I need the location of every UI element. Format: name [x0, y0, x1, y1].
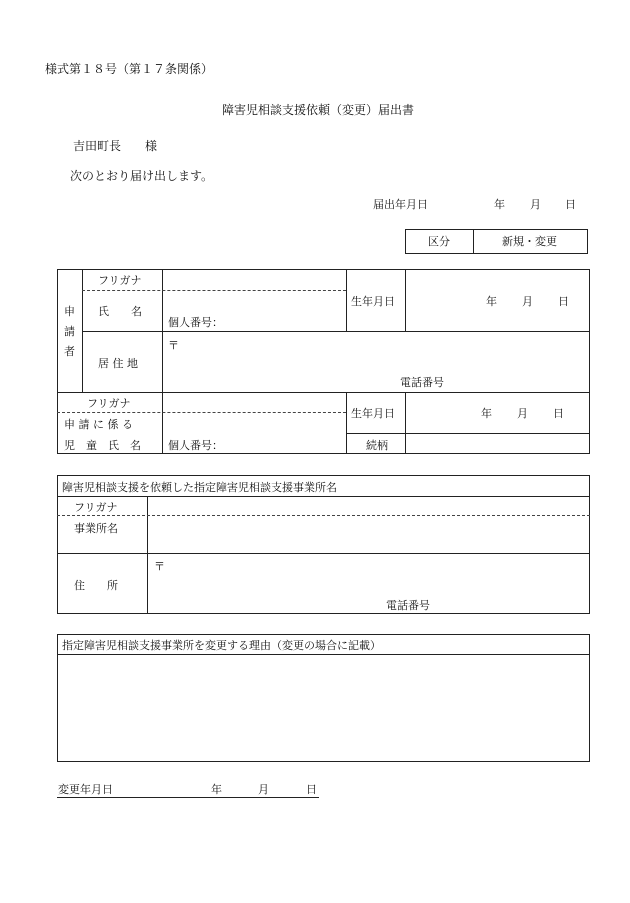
applicant-char-3: 者	[64, 345, 75, 358]
birth-divider-2	[405, 269, 406, 331]
child-birth-year[interactable]: 年	[481, 407, 492, 420]
office-header-line	[57, 496, 590, 497]
office-phone-label: 電話番号	[386, 599, 430, 612]
office-postal-mark: 〒	[154, 560, 165, 573]
applicant-char-1: 申	[64, 305, 75, 318]
child-name-label-1: 申 請 に 係 る	[64, 418, 133, 431]
applicant-birth-day[interactable]: 日	[558, 295, 569, 308]
office-name-label: 事業所名	[74, 522, 118, 535]
applicant-name-label: 氏 名	[98, 305, 142, 318]
category-divider	[473, 229, 474, 254]
applicant-birth-year[interactable]: 年	[486, 295, 497, 308]
reason-header: 指定障害児相談支援事業所を変更する理由（変更の場合に記載）	[62, 639, 381, 652]
birth-divider-3	[346, 392, 347, 454]
office-furigana-line	[57, 515, 590, 516]
office-header: 障害児相談支援を依頼した指定障害児相談支援事業所名	[62, 481, 337, 494]
applicant-birth-month[interactable]: 月	[522, 295, 533, 308]
applicant-birth-label: 生年月日	[351, 295, 395, 308]
submission-month[interactable]: 月	[530, 198, 541, 211]
change-day[interactable]: 日	[306, 783, 317, 796]
office-furigana-label: フリガナ	[74, 501, 118, 514]
applicant-personal-number-label: 個人番号：	[168, 316, 223, 329]
change-date-label: 変更年月日	[58, 783, 113, 796]
child-name-label-2: 児 童 氏 名	[64, 439, 141, 452]
category-label: 区分	[428, 235, 450, 248]
applicant-phone-label: 電話番号	[400, 376, 444, 389]
change-month[interactable]: 月	[258, 783, 269, 796]
applicant-furigana-line	[82, 290, 346, 291]
reason-header-line	[57, 654, 590, 655]
office-name-bottom-line	[57, 553, 590, 554]
child-birth-month[interactable]: 月	[517, 407, 528, 420]
submission-date-label: 届出年月日	[373, 198, 428, 211]
addressee: 吉田町長 様	[73, 139, 158, 153]
category-value[interactable]: 新規・変更	[502, 235, 557, 248]
child-relation-label: 続柄	[366, 439, 388, 452]
birth-divider-1	[346, 269, 347, 331]
intro-text: 次のとおり届け出します。	[70, 169, 214, 183]
office-label-divider	[147, 496, 148, 614]
child-birth-label: 生年月日	[351, 407, 395, 420]
applicant-furigana-label: フリガナ	[98, 274, 142, 287]
child-furigana-label: フリガナ	[87, 397, 131, 410]
office-address-label: 住 所	[74, 579, 118, 592]
child-birth-day[interactable]: 日	[553, 407, 564, 420]
label-column-divider	[162, 269, 163, 454]
applicant-bottom-line	[57, 392, 590, 393]
applicant-postal-mark: 〒	[168, 339, 179, 352]
applicant-name-bottom-line	[82, 331, 590, 332]
submission-day[interactable]: 日	[565, 198, 576, 211]
child-personal-number-label: 個人番号：	[168, 439, 223, 452]
birth-divider-4	[405, 392, 406, 454]
child-furigana-line	[57, 412, 346, 413]
change-year[interactable]: 年	[211, 783, 222, 796]
applicant-char-2: 請	[64, 325, 75, 338]
form-number: 様式第１８号（第１７条関係）	[45, 62, 214, 76]
submission-year[interactable]: 年	[494, 198, 505, 211]
page-title: 障害児相談支援依頼（変更）届出書	[222, 103, 415, 117]
applicant-address-label: 居 住 地	[98, 357, 138, 370]
change-date-underline	[57, 797, 319, 798]
child-birth-bottom-line	[346, 433, 590, 434]
